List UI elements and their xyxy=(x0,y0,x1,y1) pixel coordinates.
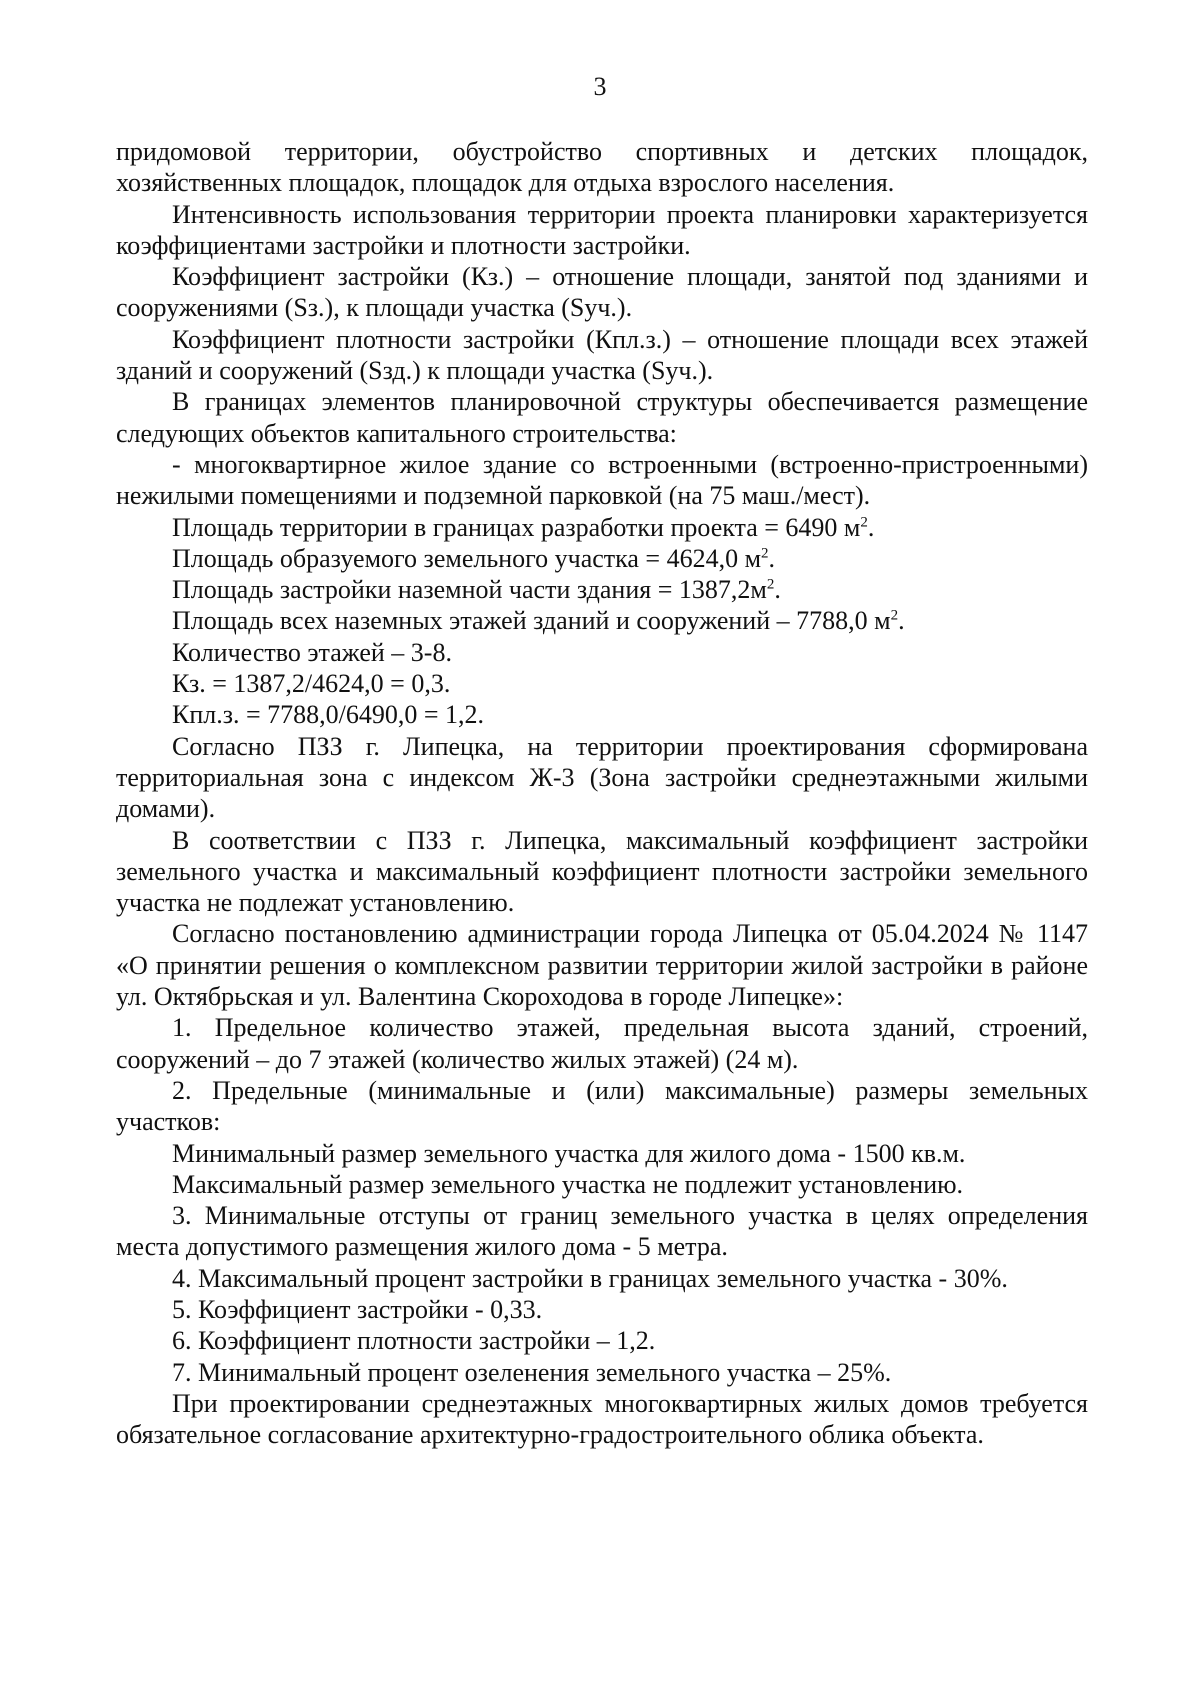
list-item: 6. Коэффициент плотности застройки – 1,2. xyxy=(172,1326,656,1356)
paragraph: Количество этажей – 3-8. xyxy=(172,637,452,667)
paragraph: Согласно ПЗЗ г. Липецка, на территории проектирования сформирована территориальная зона с индексом Ж-3 (Зона застройки среднеэтажными жилыми домами). xyxy=(116,731,1088,824)
list-item: 3. Минимальные отступы от границ земельного участка в целях определения места допустимого размещения жилого дома - 5 метра. xyxy=(116,1201,1088,1262)
paragraph: придомовой территории, обустройство спортивных и детских площадок, хозяйственных площадок, площадок для отдыха взрослого населения. xyxy=(116,137,1088,198)
area-text: Площадь образуемого земельного участка = 4624,0 м xyxy=(172,543,762,573)
list-item: 2. Предельные (минимальные и (или) максимальные) размеры земельных участков: xyxy=(116,1075,1088,1137)
paragraph: В соответствии с ПЗЗ г. Липецка, максимальный коэффициент застройки земельного участка и максимальный коэффициент плотности застройки земельного участка не подлежат установлению. xyxy=(116,825,1088,918)
list-item: 7. Минимальный процент озеленения земельного участка – 25%. xyxy=(172,1357,892,1387)
area-paragraph xyxy=(116,574,1088,605)
paragraph: Коэффициент застройки (Кз.) – отношение площади, занятой под зданиями и сооружениями (Sз.), к площади участка (Sуч.). xyxy=(116,262,1088,323)
paragraph: Согласно постановлению администрации города Липецка от 05.04.2024 № 1147 «О принятии решения о комплексном развитии территории жилой застройки в районе ул. Октябрьская и ул. Валентина Скороходова в городе Липецке»: xyxy=(116,919,1088,1012)
paragraph: В границах элементов планировочной структуры обеспечивается размещение следующих объектов капитального строительства: xyxy=(116,387,1088,448)
period: . xyxy=(768,543,776,573)
period: . xyxy=(898,606,905,636)
area-text: Площадь застройки наземной части здания = 1387,2м xyxy=(172,575,767,605)
area-text: Площадь всех наземных этажей зданий и сооружений – 7788,0 м xyxy=(172,606,891,636)
page-number: 3 xyxy=(593,72,607,101)
paragraph: Минимальный размер земельного участка для жилого дома - 1500 кв.м. xyxy=(172,1138,966,1168)
paragraph: Кпл.з. = 7788,0/6490,0 = 1,2. xyxy=(172,700,485,730)
list-item: 1. Предельное количество этажей, предельная высота зданий, строений, сооружений – до 7 этажей (количество жилых этажей) (24 м). xyxy=(116,1013,1088,1074)
paragraph: Кз. = 1387,2/4624,0 = 0,3. xyxy=(172,669,451,699)
list-item: 5. Коэффициент застройки - 0,33. xyxy=(172,1294,543,1324)
area-text: Площадь территории в границах разработки проекта = 6490 м xyxy=(172,512,861,542)
area-paragraph xyxy=(116,543,1088,574)
area-paragraph xyxy=(116,605,1088,636)
superscript: 2 xyxy=(761,545,769,562)
paragraph: Максимальный размер земельного участка не подлежит установлению. xyxy=(172,1169,964,1199)
paragraph: При проектировании среднеэтажных многоквартирных жилых домов требуется обязательное согласование архитектурно-градостроительного облика объекта. xyxy=(116,1388,1088,1450)
superscript: 2 xyxy=(766,576,775,593)
superscript: 2 xyxy=(860,513,868,530)
area-paragraph xyxy=(116,512,1088,543)
paragraph: Коэффициент плотности застройки (Кпл.з.) – отношение площади всех этажей зданий и сооружений (Sзд.) к площади участка (Sуч.). xyxy=(116,324,1088,386)
paragraph: - многоквартирное жилое здание со встроенными (встроенно-пристроенными) нежилыми помещениями и подземной парковкой (на 75 маш./мест). xyxy=(116,449,1088,511)
list-item: 4. Максимальный процент застройки в границах земельного участка - 30%. xyxy=(172,1263,1008,1293)
superscript: 2 xyxy=(890,607,899,624)
paragraph: Интенсивность использования территории проекта планировки характеризуется коэффициентами застройки и плотности застройки. xyxy=(116,199,1088,260)
period: . xyxy=(774,575,781,605)
document-body xyxy=(116,136,1088,1450)
period: . xyxy=(867,512,875,542)
